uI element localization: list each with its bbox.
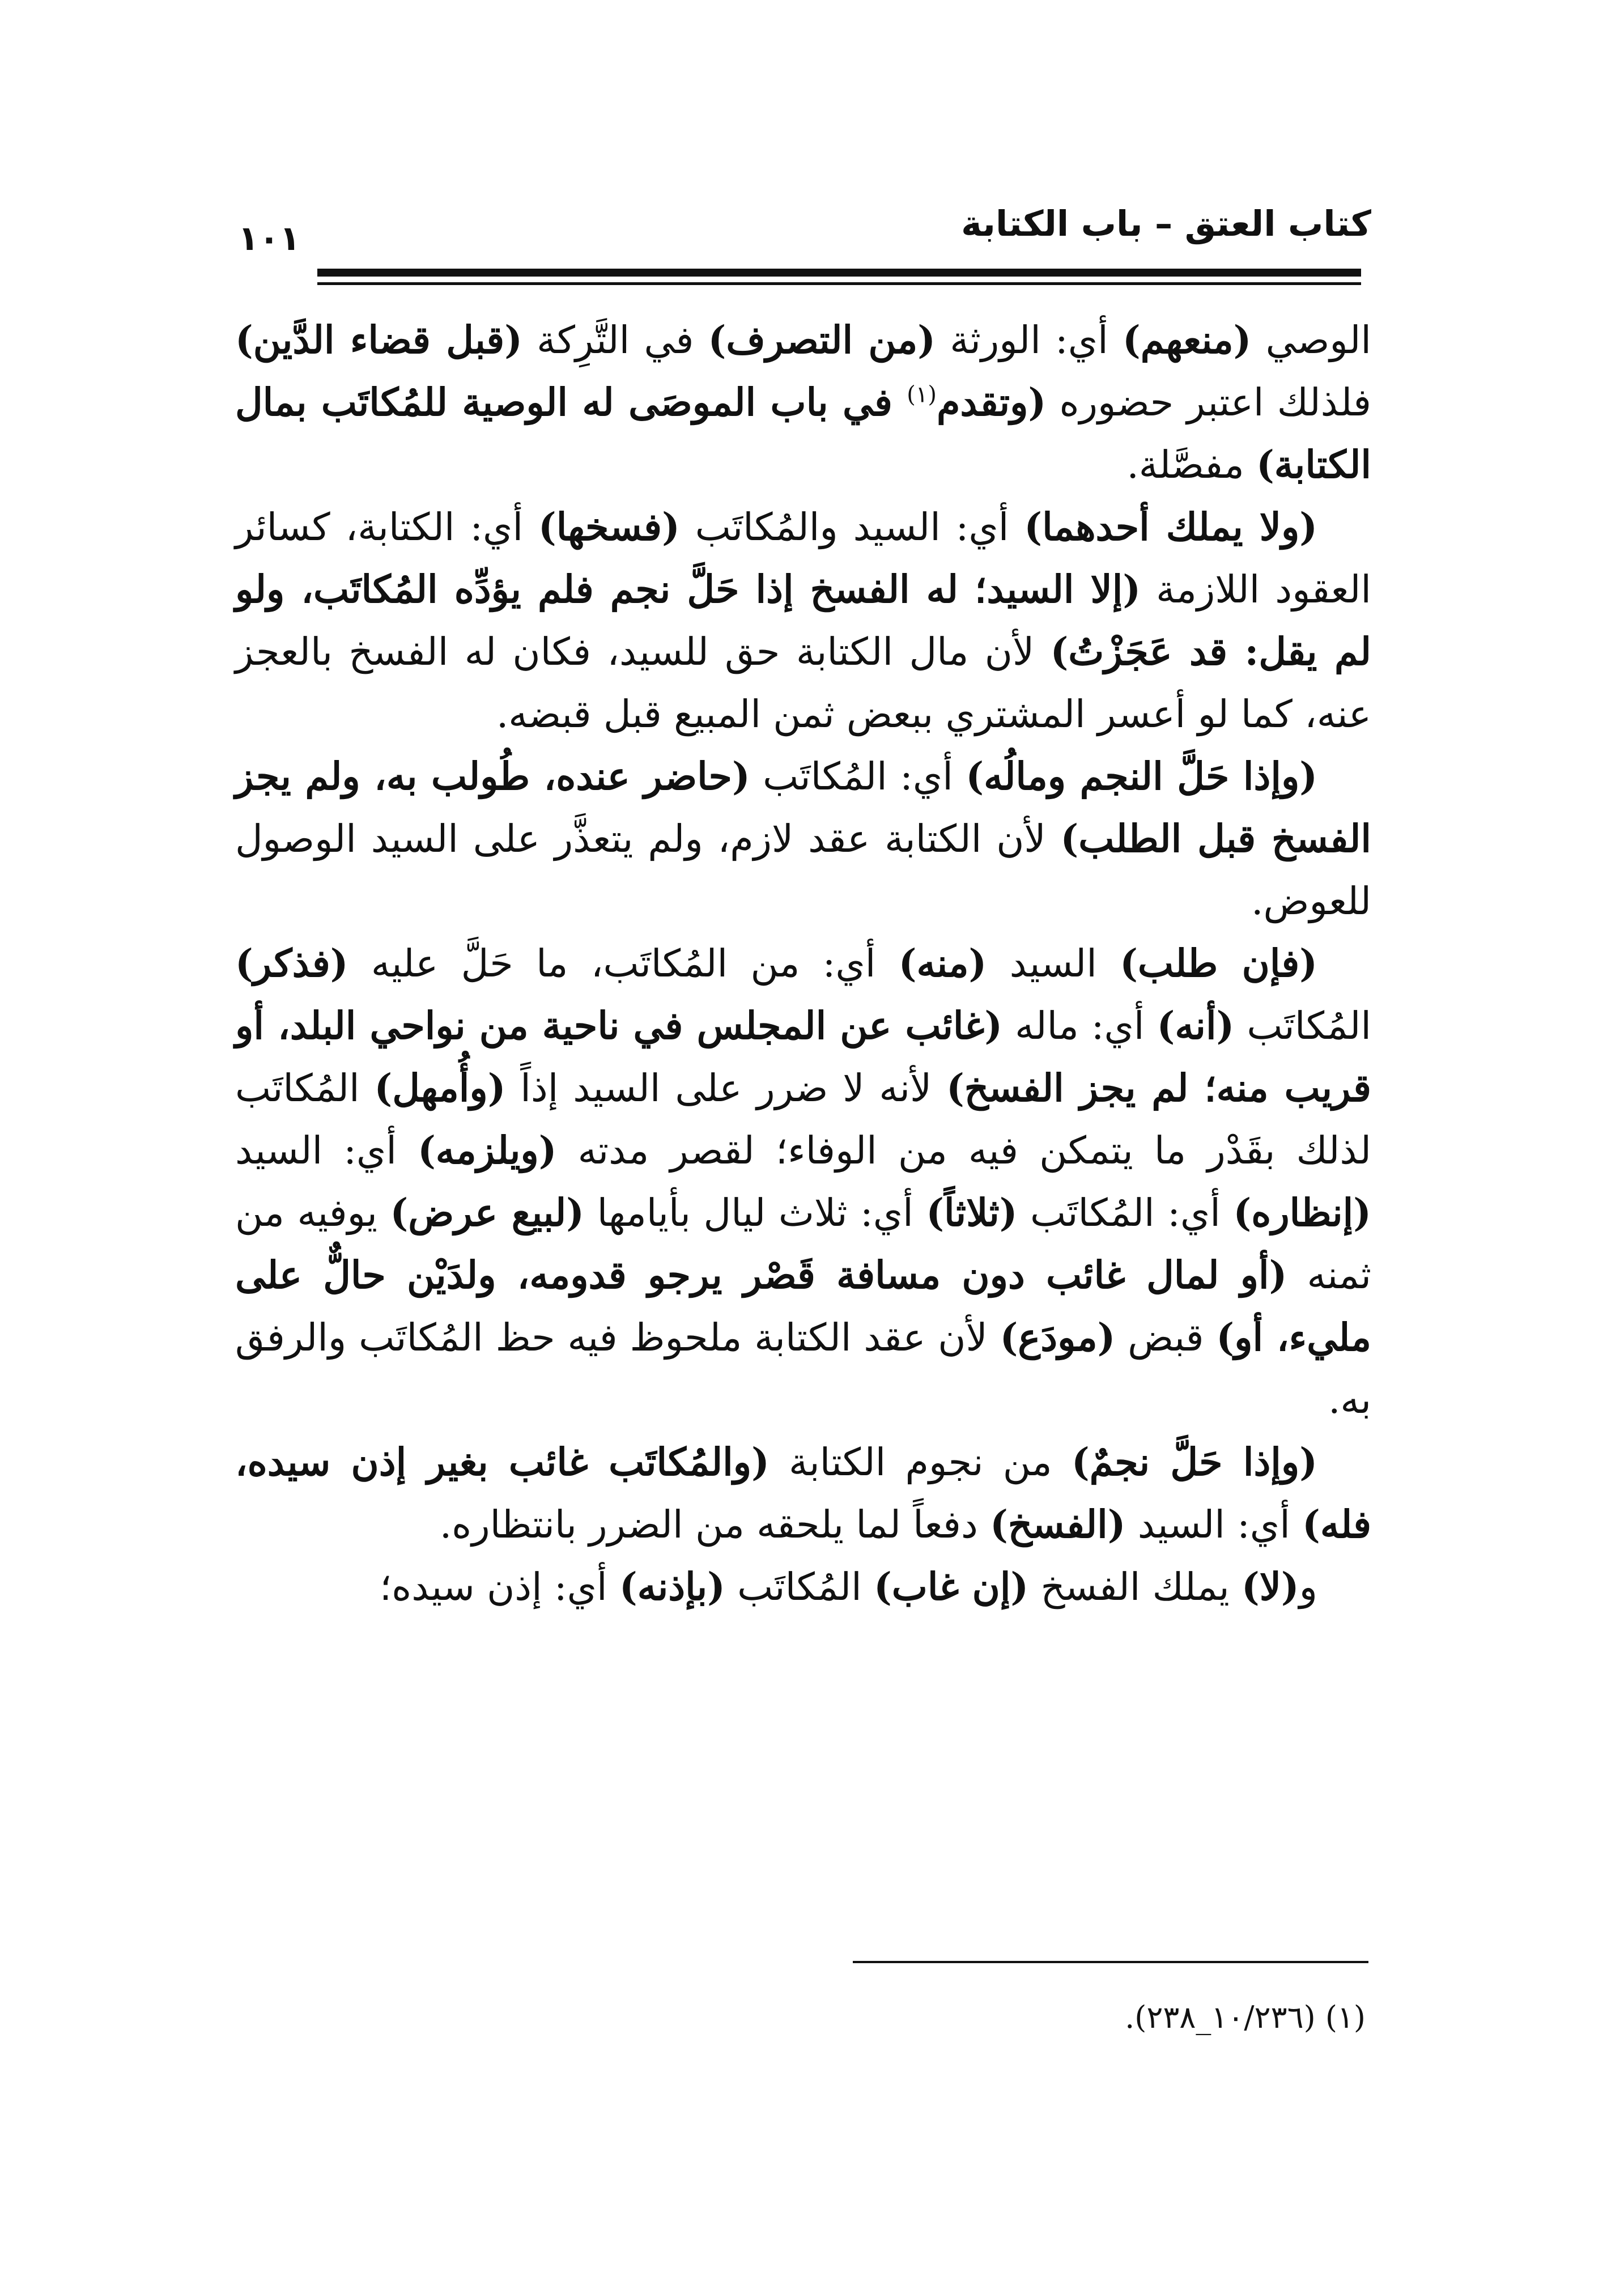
bold-matn-text: (حاضر عنده، طُولب به، ولم يجز الفسخ قبل الطلب) (235, 754, 1371, 861)
commentary-text: أي: الكتابة، كسائر العقود اللازمة (235, 505, 1371, 612)
commentary-text: أي: من المُكاتَب، ما حَلَّ عليه (348, 941, 899, 986)
bold-matn-text: (ويلزمه) (418, 1128, 557, 1173)
bold-matn-text: (ولا يملك أحدهما) (1024, 504, 1318, 549)
header-rule-thin (317, 282, 1361, 285)
bold-matn-text: (من التصرف) (708, 317, 936, 362)
commentary-text: لأن عقد الكتابة ملحوظ فيه حظ المُكاتَب والرفق به. (235, 1315, 1371, 1422)
commentary-text: المُكاتَب لذلك بقَدْر ما يتمكن فيه من الوفاء؛ لقصر مدته (235, 1066, 1371, 1173)
footnote-rule (853, 1961, 1368, 1963)
footnote-text: (١٠/٢٣٦_٢٣٨). (1125, 1999, 1316, 2035)
bold-matn-text: (فإن طلب) (1120, 941, 1318, 986)
bold-matn-text: (فسخها) (538, 504, 680, 549)
commentary-text: و (1299, 1565, 1317, 1609)
bold-matn-text: (فذكر) (235, 941, 348, 986)
paragraph-5 (235, 1431, 1371, 1556)
bold-matn-text: (إلا السيد؛ له الفسخ إذا حَلَّ نجم فلم يؤدِّه المُكاتَب، ولو لم يقل: قد عَجَزْتُ) (235, 567, 1371, 674)
commentary-text: لأن مال الكتابة حق للسيد، فكان له الفسخ بالعجز عنه، كما لو أعسر المشتري ببعض ثمن المبيع قبل قبضه. (235, 630, 1371, 736)
bold-matn-text: (وإذا حَلَّ نجمٌ) (1071, 1440, 1317, 1484)
commentary-text: أي: الورثة (936, 318, 1123, 362)
bold-matn-text: (قبل قضاء الدَّين) (235, 317, 522, 362)
footnote (793, 1995, 1366, 2040)
bold-matn-text: (إنظاره) (1233, 1190, 1371, 1235)
bold-matn-text: (مودَع) (1000, 1315, 1116, 1360)
paragraph-1 (235, 309, 1371, 496)
commentary-text: الوصي (1251, 318, 1371, 362)
commentary-text: قبض (1115, 1315, 1217, 1360)
commentary-text: يوفيه من ثمنه (235, 1191, 1371, 1297)
commentary-text: أي: السيد والمُكاتَب (679, 505, 1024, 549)
commentary-text: لأنه لا ضرر على السيد إذاً (505, 1066, 947, 1110)
commentary-text: فلذلك اعتبر حضوره (1046, 380, 1372, 424)
page-number: ١٠١ (238, 219, 300, 258)
bold-matn-text: (ثلاثاً) (926, 1190, 1018, 1235)
commentary-text: أي: ماله (1002, 1004, 1157, 1048)
paragraph-3 (235, 745, 1371, 932)
footnote-reference: (١) (907, 381, 937, 408)
commentary-text: أي: المُكاتَب (1017, 1191, 1234, 1235)
paragraph-2 (235, 496, 1371, 745)
commentary-text: أي: السيد (235, 1128, 418, 1173)
commentary-text: المُكاتَب (1234, 1004, 1371, 1048)
bold-matn-text: (وإذا حَلَّ النجم ومالُه) (966, 754, 1318, 799)
commentary-text: مفصَّلة. (1126, 443, 1257, 487)
commentary-text: أي: المُكاتَب (750, 754, 966, 799)
paragraph-6 (235, 1556, 1371, 1618)
bold-matn-text: (وتقدم (936, 380, 1047, 424)
commentary-text: أي: إذن سيده؛ (379, 1565, 619, 1609)
bold-matn-text: (إن غاب) (874, 1564, 1029, 1609)
bold-matn-text: (والمُكاتَب غائب بغير إذن سيده، فله) (235, 1440, 1371, 1547)
commentary-text: المُكاتَب (725, 1565, 874, 1609)
commentary-text: في التَّرِكة (522, 318, 708, 362)
bold-matn-text: (الفسخ) (990, 1502, 1126, 1547)
bold-matn-text: (منعهم) (1123, 317, 1252, 362)
bold-matn-text: في باب الموصَى له الوصية للمُكاتَب بمال الكتابة) (235, 380, 1371, 487)
commentary-text: من نجوم الكتابة (769, 1440, 1072, 1484)
bold-matn-text: (أو لمال غائب دون مسافة قَصْر يرجو قدومه، ولدَيْن حالٌّ على مليء، أو) (235, 1252, 1372, 1360)
commentary-text: يملك الفسخ (1028, 1565, 1242, 1609)
header-rule-thick (317, 269, 1361, 277)
commentary-text: أي: ثلاث ليال بأيامها (584, 1191, 926, 1235)
bold-matn-text: (وأُمهل) (374, 1065, 506, 1110)
commentary-text: السيد (987, 941, 1120, 986)
bold-matn-text: (لبيع عرض) (390, 1190, 584, 1235)
commentary-text: دفعاً لما يلحقه من الضرر بانتظاره. (439, 1502, 990, 1547)
commentary-text: لأن الكتابة عقد لازم، ولم يتعذَّر على السيد الوصول للعوض. (235, 817, 1371, 923)
bold-matn-text: (لا) (1242, 1564, 1299, 1609)
footnote-marker: (١) (1325, 1999, 1366, 2035)
page-header (238, 193, 1371, 266)
bold-matn-text: (أنه) (1157, 1003, 1235, 1048)
bold-matn-text: (بإذنه) (619, 1564, 725, 1609)
paragraph-4 (235, 932, 1371, 1431)
body-text (235, 309, 1371, 1618)
commentary-text: أي: السيد (1125, 1502, 1303, 1547)
bold-matn-text: (منه) (898, 941, 987, 986)
running-title: كتاب العتق – باب الكتابة (961, 203, 1371, 244)
bold-matn-text: (غائب عن المجلس في ناحية من نواحي البلد، أو قريب منه؛ لم يجز الفسخ) (235, 1003, 1372, 1110)
